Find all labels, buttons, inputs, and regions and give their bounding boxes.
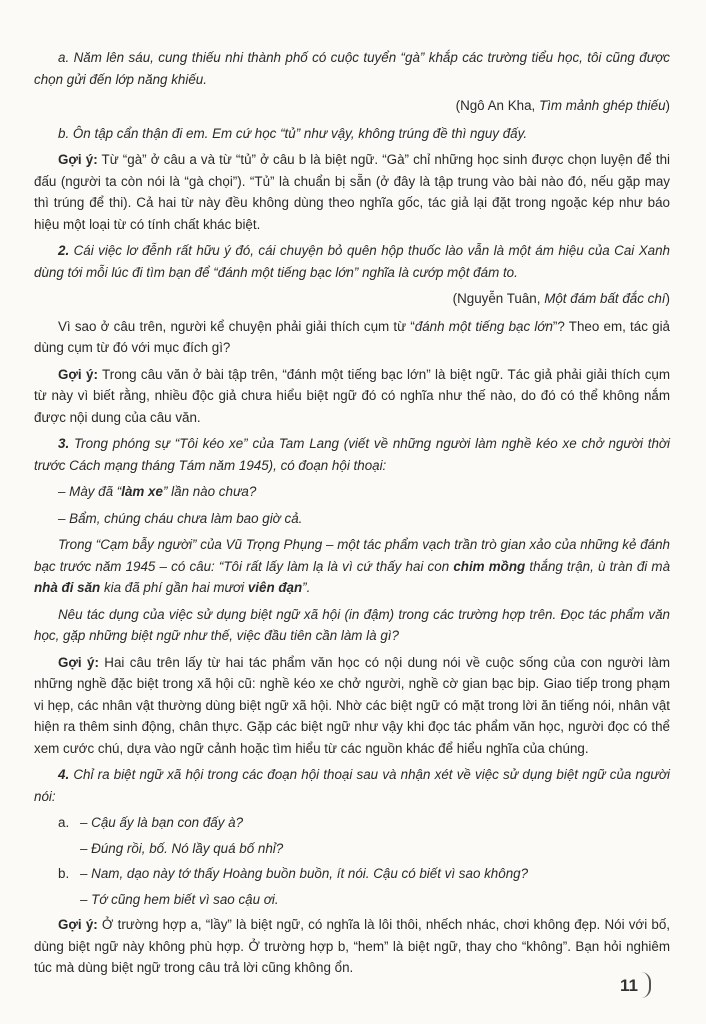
question-4-number: 4. [58,767,70,782]
question-4b-label: b. [58,866,70,881]
question-4a-dialog-1: – Cậu ấy là bạn con đấy à? [80,815,244,830]
hint-2-label: Gợi ý: [58,366,98,382]
excerpt-bold-2: nhà đi săn [34,580,101,595]
hint-3 [34,652,670,760]
hint-1 [34,149,670,235]
source-2-author: (Nguyễn Tuân, [452,291,545,306]
question-4a-label: a. [58,815,70,830]
question-3-text: Trong phóng sự “Tôi kéo xe” của Tam Lang (viết về những người làm nghề kéo xe chở người thời trước Cách mạng tháng Tám năm 1945), có đoạn hội thoại: [34,436,670,473]
excerpt-mid-1: thắng trận, ù tràn đi mà [525,558,671,574]
source-1-end: ) [665,98,670,113]
question-3-excerpt [34,534,670,599]
page-number-bracket [641,972,651,998]
excerpt-end: ”. [302,580,311,595]
page-content [34,47,670,984]
question-2-ask-pre: Vì sao ở câu trên, người kể chuyện phải giải thích cụm từ “ [58,318,415,334]
example-1b: b. Ôn tập cẩn thận đi em. Em cứ học “tủ” như vậy, không trúng đề thì nguy đấy. [58,125,528,141]
question-3-ask: Nêu tác dụng của việc sử dụng biệt ngữ xã hội (in đậm) trong các trường hợp trên. Đọc tác phẩm văn học, gặp những biệt ngữ như thế, việc đầu tiên cần làm là gì? [34,606,670,643]
question-4b-line-1 [34,863,670,885]
page-number: 11 [620,976,638,995]
hint-2-text: Trong câu văn ở bài tập trên, “đánh một tiếng bạc lớn” là biệt ngữ. Tác giả phải giải thích cụm từ này vì biết rằng, nhiều độc giả chưa hiểu biệt ngữ đó có nghĩa như thế nào, do đó có thể không nắm được nội dung của câu văn. [34,366,670,425]
question-3-dialog-1 [34,481,670,503]
hint-2 [34,364,670,429]
question-2-number: 2. [58,243,70,258]
source-2-title: Một đám bất đắc chí [544,291,666,306]
excerpt-pre: Trong “Cạm bẫy người” của Vũ Trọng Phụng – một tác phẩm vạch trần trò gian xảo của những kẻ đánh bạc trước năm 1945 – có câu: “Tôi rất lấy làm lạ là vì cứ thấy hai con [34,537,670,574]
hint-1-text: Từ “gà” ở câu a và từ “tủ” ở câu b là biệt ngữ. “Gà” chỉ những học sinh được chọn luyện để thi đấu (người ta còn nói là “gà chọi”). “Tủ” là chuẩn bị sẵn (ở đây là tập trung vào bài nào đó, nếu gặp may thì trúng để thi). Cả hai từ này đều không dùng theo nghĩa gốc, tác giả lại đặt trong ngoặc kép như báo hiệu một loại từ có tính chất khác biệt. [34,152,670,232]
example-1a: a. Năm lên sáu, cung thiếu nhi thành phố có cuộc tuyển “gà” khắp các trường tiểu học, tôi cũng được chọn gửi đến lớp năng khiếu. [34,50,670,87]
question-2-ask [34,316,670,359]
source-2 [34,288,670,310]
question-4b-dialog-1: – Nam, dạo này tớ thấy Hoàng buồn buồn, ít nói. Cậu có biết vì sao không? [80,866,529,881]
hint-4-label: Gợi ý: [58,917,98,932]
question-3 [34,433,670,476]
source-1 [34,95,670,117]
question-4b-dialog-2: – Tớ cũng hem biết vì sao cậu ơi. [80,891,279,907]
question-4 [34,764,670,807]
hint-4 [34,914,670,979]
hint-3-label: Gợi ý: [58,654,99,670]
excerpt-bold-3: viên đạn [247,580,303,595]
question-2-ask-post: ”? Theo em, tác giả dùng cụm từ đó với mục đích gì? [34,318,671,355]
dialog-1-post: ” lần nào chưa? [162,484,257,499]
dialog-1-bold: làm xe [121,484,163,499]
question-4a-line-1 [34,812,670,834]
excerpt-mid-2: kia đã phí gần hai mươi [100,580,248,595]
excerpt-bold-1: chim mồng [453,558,526,574]
source-2-end: ) [665,291,670,306]
hint-4-text: Ở trường hợp a, “lầy” là biệt ngữ, có nghĩa là lôi thôi, nhếch nhác, chơi không đẹp. Nói với bố, dùng biệt ngữ này không phù hợp. Ở trường hợp b, “hem” là biệt ngữ, thay cho “không”. Bạn hỏi nghiêm túc mà dùng biệt ngữ trong câu trả lời cũng không ổn. [34,917,670,975]
dialog-1-pre: – Mày đã “ [58,484,122,499]
hint-3-text: Hai câu trên lấy từ hai tác phẩm văn học có nội dung nói về cuộc sống của con người làm những nghề đặc biệt trong xã hội cũ: nghề kéo xe chở người, nghề cờ gian bạc bịp. Giao tiếp trong phạm vi hẹp, các nhân vật thường dùng biệt ngữ xã hội. Nhờ các biệt ngữ có mặt trong lời ăn tiếng nói, nhân vật hiện ra thêm sinh động, chân thực. Gặp các biệt ngữ như vậy khi đọc tác phẩm văn học, người đọc có thể xem cước chú, dựa vào ngữ cảnh hoặc tìm hiểu từ các nguồn khác để hiểu nghĩa của chúng. [34,654,670,756]
question-2 [34,240,670,283]
source-1-author: (Ngô An Kha, [455,98,539,113]
question-3-dialog-2: – Bẩm, chúng cháu chưa làm bao giờ cả. [58,510,303,526]
hint-1-label: Gợi ý: [58,152,98,167]
question-2-text: Cái việc lơ đễnh rất hữu ý đó, cái chuyện bỏ quên hộp thuốc lào vẫn là một ám hiệu của Cai Xanh dùng tới mỗi lúc đi tìm bạn để “đánh một tiếng bạc lớn” nghĩa là cướp một đám to. [34,243,670,280]
question-2-ask-em: đánh một tiếng bạc lớn [414,318,553,334]
question-4a-dialog-2: – Đúng rồi, bố. Nó lầy quá bố nhỉ? [80,840,284,856]
question-3-number: 3. [58,436,70,451]
source-1-title: Tìm mảnh ghép thiếu [538,98,666,113]
question-4-text: Chỉ ra biệt ngữ xã hội trong các đoạn hội thoại sau và nhận xét về việc sử dụng biệt ngữ của người nói: [34,767,670,804]
